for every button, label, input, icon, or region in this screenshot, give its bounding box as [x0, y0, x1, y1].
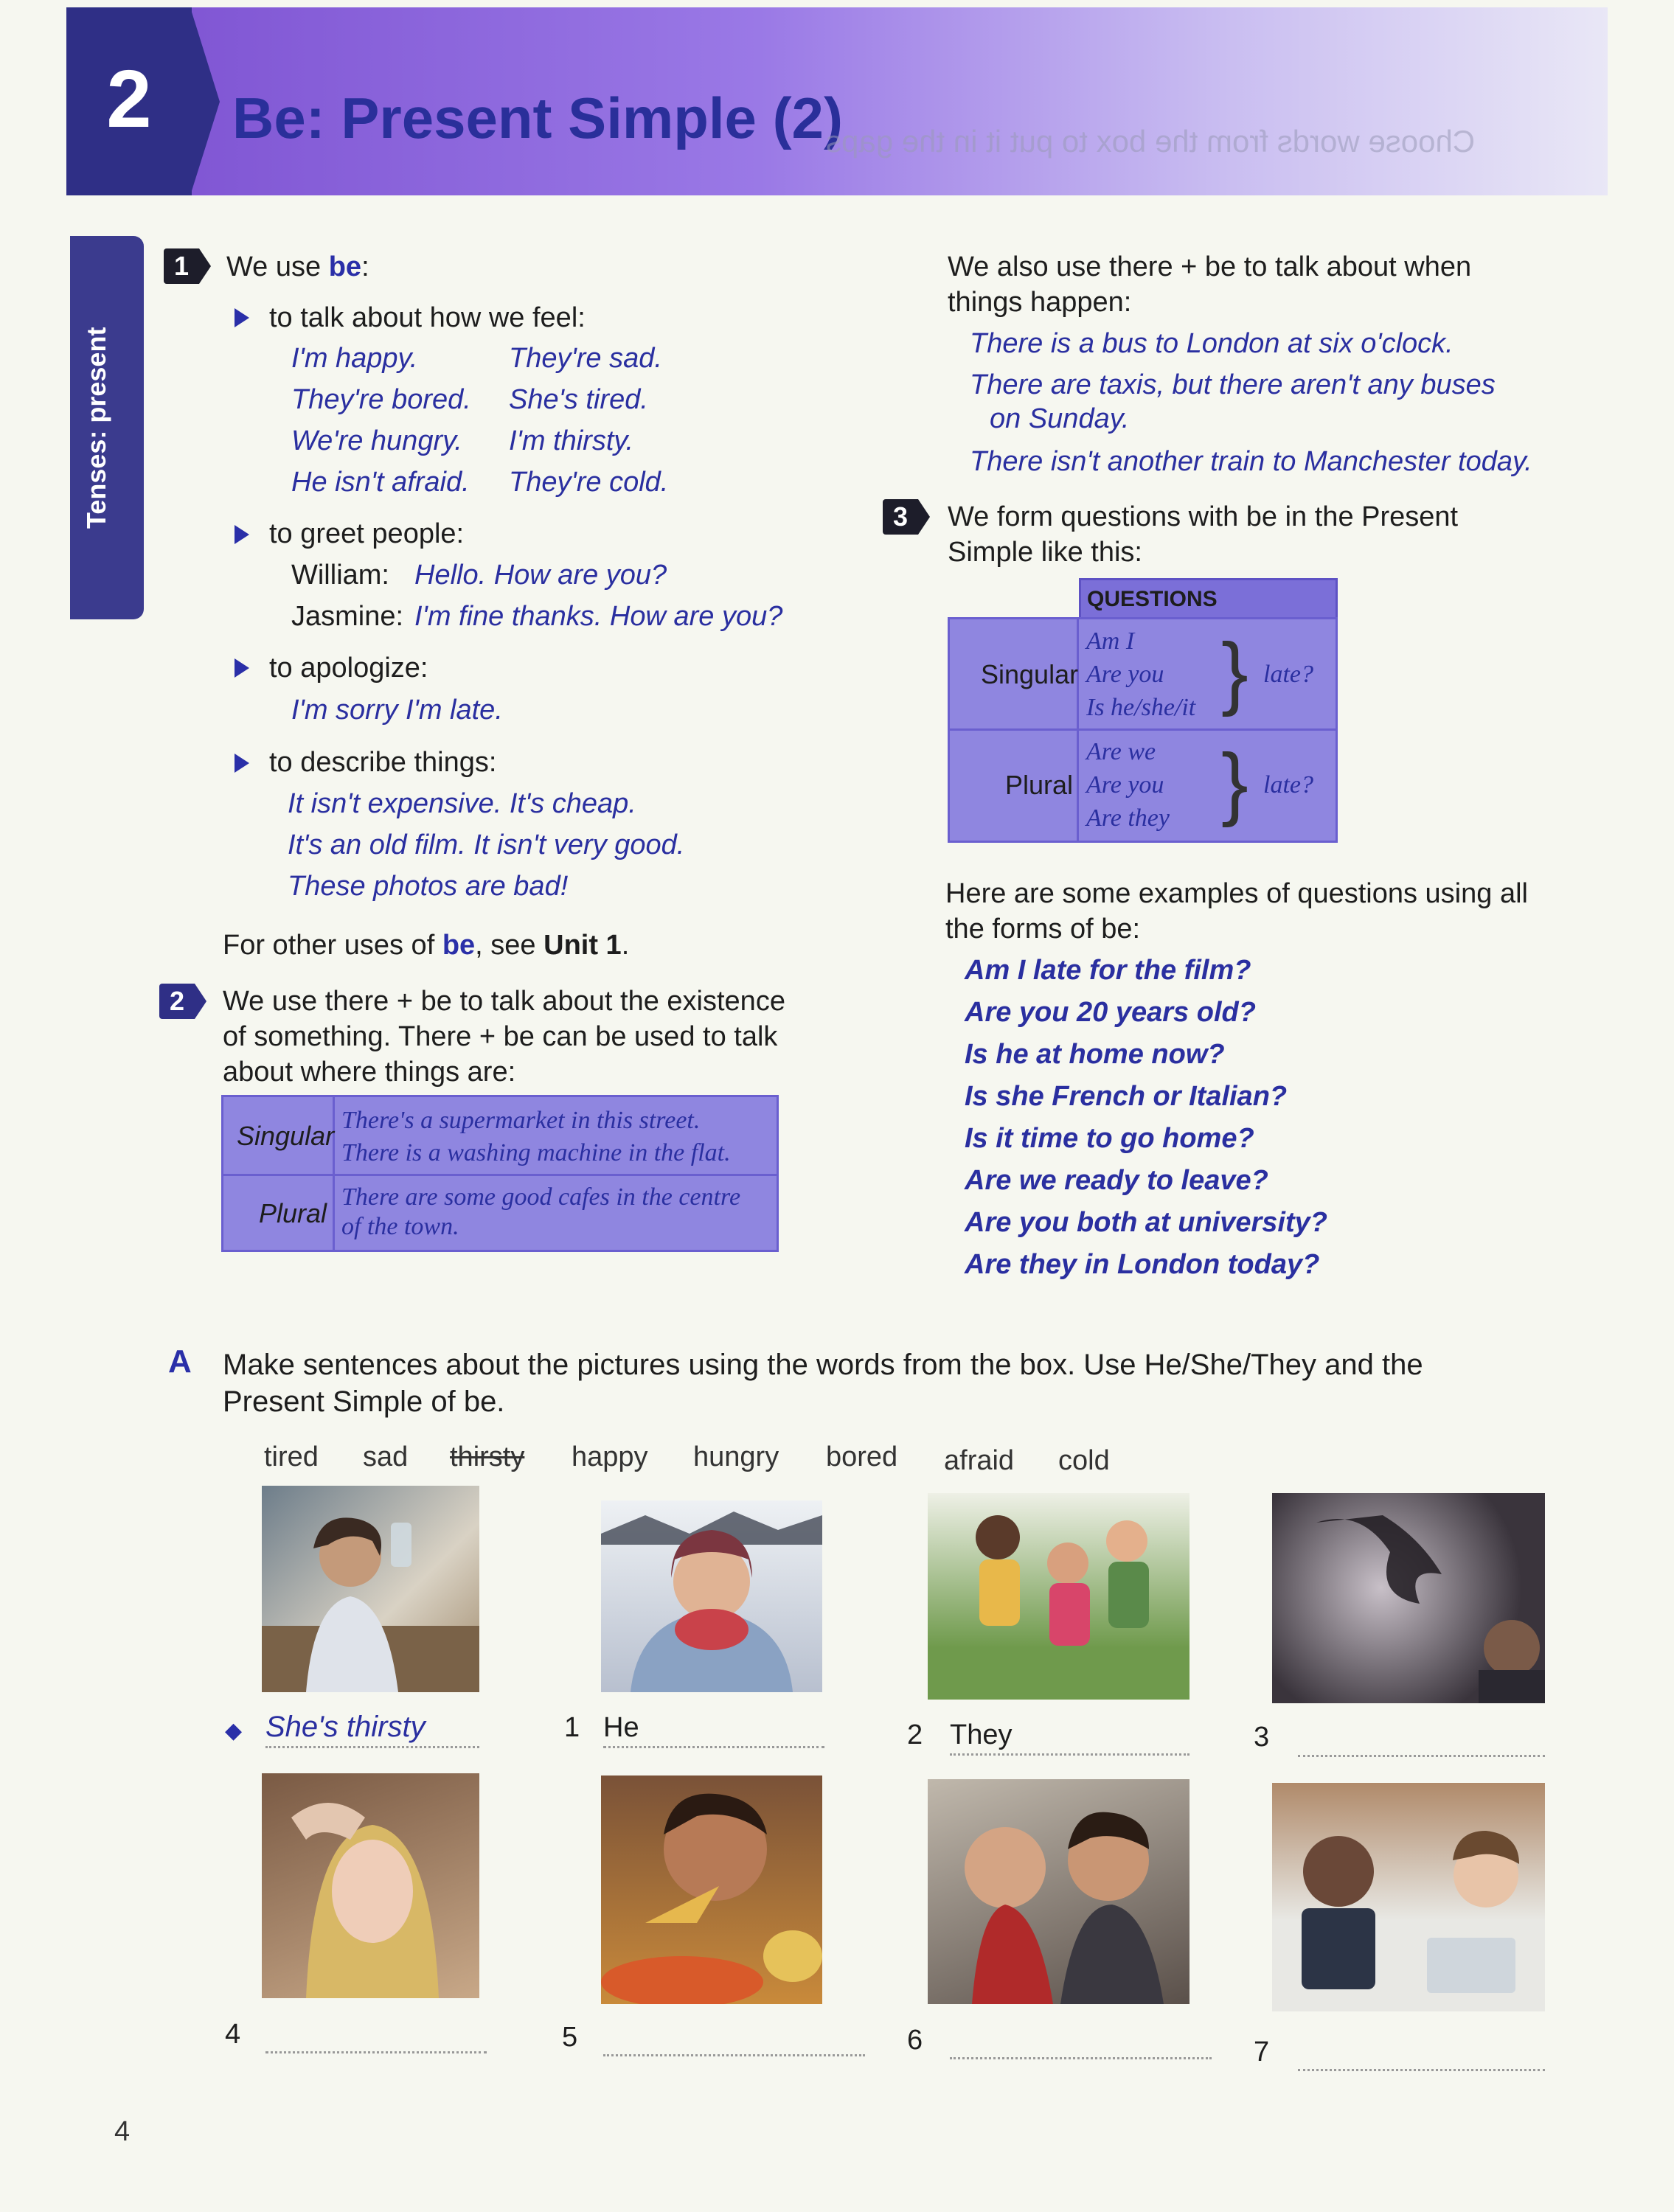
- intro-text: We use: [226, 251, 329, 282]
- greet-speaker-1: William:: [291, 560, 389, 591]
- show-through-text: Choose words from the box to put it in the gaps: [826, 124, 1476, 159]
- greet-heading: to greet people:: [269, 518, 465, 549]
- answer-line-example: [265, 1746, 479, 1748]
- feel-example-left-4: He isn't afraid.: [291, 467, 470, 498]
- unit-title: Be: Present Simple (2): [232, 86, 843, 150]
- apologize-example: I'm sorry I'm late.: [291, 695, 503, 726]
- section-3-line-1: We form questions with be in the Present: [948, 501, 1459, 532]
- word-thirsty: thirsty: [450, 1441, 525, 1472]
- table-divider: [950, 728, 1336, 731]
- unit-1-link[interactable]: Unit 1: [543, 930, 622, 961]
- word-bored: bored: [826, 1441, 898, 1472]
- men-tired-illustration: [928, 1779, 1189, 2004]
- intro-colon: :: [361, 251, 369, 282]
- q-plural-form-2: Are you: [1086, 771, 1164, 799]
- section-3-line-2: Simple like this:: [948, 537, 1142, 568]
- word-happy: happy: [572, 1441, 648, 1472]
- exercise-instruction-1: Make sentences about the pictures using the words from the box. Use He/She/They and the: [223, 1349, 1423, 1381]
- describe-heading: to describe things:: [269, 747, 497, 778]
- other-uses-text: For other uses of: [223, 930, 442, 961]
- answer-line-4[interactable]: [265, 2051, 487, 2053]
- item-1-start: He: [603, 1712, 639, 1743]
- feel-example-right-4: They're cold.: [509, 467, 669, 498]
- item-6-number: 6: [907, 2025, 923, 2056]
- feel-example-right-1: They're sad.: [509, 343, 662, 374]
- question-example-4: Is she French or Italian?: [965, 1081, 1288, 1112]
- bullet-arrow-icon: [235, 658, 249, 678]
- q-singular-form-1: Am I: [1086, 627, 1135, 655]
- unit-arrow: [190, 7, 220, 195]
- item-2-start: They: [950, 1719, 1013, 1750]
- item-5-number: 5: [562, 2022, 578, 2053]
- boy-eating-illustration: [601, 1775, 822, 2004]
- questions-table: [948, 617, 1338, 843]
- table-column-divider: [1077, 619, 1079, 841]
- exercise-letter: A: [168, 1343, 192, 1380]
- feel-example-left-3: We're hungry.: [291, 425, 462, 456]
- answer-line-3[interactable]: [1298, 1755, 1545, 1757]
- people-bored-illustration: [1272, 1783, 1545, 2011]
- describe-example-3: These photos are bad!: [288, 871, 569, 902]
- picture-girl-drinking: [262, 1486, 479, 1692]
- section-1-badge: 1: [164, 248, 199, 284]
- item-2-number: 2: [907, 1719, 923, 1750]
- boy-afraid-illustration: [1272, 1493, 1545, 1703]
- q-plural-form-1: Are we: [1086, 738, 1156, 765]
- examples-intro-2: the forms of be:: [945, 914, 1141, 945]
- section-3-badge: 3: [883, 499, 918, 535]
- question-example-7: Are you both at university?: [965, 1207, 1327, 1238]
- question-example-1: Am I late for the film?: [965, 955, 1251, 986]
- section-2-line-1: We use there + be to talk about the existence: [223, 986, 785, 1017]
- q-singular-form-3: Is he/she/it: [1086, 694, 1196, 721]
- apologize-heading: to apologize:: [269, 653, 428, 684]
- other-uses-be: be: [442, 930, 476, 961]
- item-7-number: 7: [1254, 2037, 1270, 2067]
- section-2-line-2: of something. There + be can be used to talk: [223, 1021, 778, 1052]
- word-hungry: hungry: [693, 1441, 779, 1472]
- answer-line-7[interactable]: [1298, 2069, 1545, 2071]
- answer-line-5[interactable]: [603, 2054, 865, 2056]
- answer-line-6[interactable]: [950, 2057, 1212, 2059]
- brace-icon: }: [1221, 627, 1248, 717]
- feel-example-left-1: I'm happy.: [291, 343, 418, 374]
- q-singular-label: Singular: [981, 659, 1079, 689]
- questions-header-cell: [1079, 578, 1338, 619]
- picture-boy-cold: [601, 1500, 822, 1692]
- describe-example-2: It's an old film. It isn't very good.: [288, 830, 685, 860]
- diamond-icon: ◆: [225, 1719, 243, 1743]
- greet-line-2: I'm fine thanks. How are you?: [414, 601, 783, 632]
- word-tired: tired: [264, 1441, 319, 1472]
- there-be-table: [221, 1095, 779, 1252]
- item-4-number: 4: [225, 2019, 241, 2050]
- picture-boy-afraid: [1272, 1493, 1545, 1703]
- picture-men-tired: [928, 1779, 1189, 2004]
- example-answer: She's thirsty: [265, 1711, 426, 1743]
- picture-people-bored: [1272, 1783, 1545, 2011]
- exercise-instruction-2: Present Simple of be.: [223, 1385, 505, 1418]
- page-number: 4: [114, 2116, 131, 2147]
- greet-line-1: Hello. How are you?: [414, 560, 667, 591]
- bullet-arrow-icon: [235, 754, 249, 773]
- table-divider: [223, 1174, 777, 1176]
- bullet-arrow-icon: [235, 525, 249, 544]
- woman-bored-illustration: [262, 1773, 479, 1998]
- question-example-8: Are they in London today?: [965, 1249, 1320, 1280]
- when-example-3: There isn't another train to Manchester today.: [970, 446, 1532, 477]
- side-tab-label: Tenses: present: [81, 327, 111, 529]
- q-plural-late: late?: [1263, 771, 1313, 799]
- word-box: [251, 1438, 1136, 1481]
- singular-example-1: There's a supermarket in this street.: [341, 1107, 701, 1134]
- feel-example-right-2: She's tired.: [509, 384, 648, 415]
- plural-label: Plural: [259, 1198, 327, 1228]
- q-singular-form-2: Are you: [1086, 661, 1164, 688]
- bullet-arrow-icon: [235, 308, 249, 327]
- when-example-2: There are taxis, but there aren't any buses: [970, 369, 1496, 400]
- answer-line-1[interactable]: [603, 1746, 824, 1748]
- boy-cold-illustration: [601, 1500, 822, 1692]
- examples-intro-1: Here are some examples of questions using all: [945, 878, 1528, 909]
- other-uses-note: [223, 928, 629, 963]
- singular-label: Singular: [237, 1121, 335, 1151]
- answer-line-2[interactable]: [950, 1753, 1189, 1756]
- question-example-6: Are we ready to leave?: [965, 1165, 1268, 1196]
- word-afraid: afraid: [944, 1445, 1015, 1476]
- picture-woman-bored: [262, 1773, 479, 1998]
- children-running-illustration: [928, 1493, 1189, 1700]
- item-3-number: 3: [1254, 1722, 1270, 1753]
- picture-children-running: [928, 1493, 1189, 1700]
- plural-example-1: There are some good cafes in the centre: [341, 1183, 741, 1211]
- feel-example-right-3: I'm thirsty.: [509, 425, 634, 456]
- word-sad: sad: [363, 1441, 409, 1472]
- other-uses-period: .: [621, 930, 630, 961]
- q-singular-late: late?: [1263, 661, 1313, 688]
- section-1-intro: [226, 249, 369, 285]
- when-example-2-cont: on Sunday.: [990, 403, 1130, 434]
- other-uses-see: , see: [475, 930, 544, 961]
- describe-example-1: It isn't expensive. It's cheap.: [288, 788, 636, 819]
- brace-icon: }: [1221, 737, 1248, 828]
- item-1-number: 1: [564, 1712, 580, 1743]
- greet-speaker-2: Jasmine:: [291, 601, 404, 632]
- also-use-line-2: things happen:: [948, 287, 1132, 318]
- q-plural-label: Plural: [1005, 770, 1074, 800]
- word-cold: cold: [1058, 1445, 1110, 1476]
- unit-number: 2: [106, 54, 152, 145]
- feel-heading: to talk about how we feel:: [269, 302, 586, 333]
- questions-header: QUESTIONS: [1087, 587, 1218, 611]
- section-2-badge: 2: [159, 984, 195, 1019]
- feel-example-left-2: They're bored.: [291, 384, 471, 415]
- question-example-3: Is he at home now?: [965, 1039, 1225, 1070]
- question-example-5: Is it time to go home?: [965, 1123, 1254, 1154]
- singular-example-2: There is a washing machine in the flat.: [341, 1139, 731, 1166]
- girl-drinking-illustration: [262, 1486, 479, 1692]
- q-plural-form-3: Are they: [1086, 804, 1170, 832]
- picture-boy-eating: [601, 1775, 822, 2004]
- question-example-2: Are you 20 years old?: [965, 997, 1256, 1028]
- when-example-1: There is a bus to London at six o'clock.: [970, 328, 1454, 359]
- intro-be: be: [328, 251, 362, 282]
- section-2-line-3: about where things are:: [223, 1057, 516, 1088]
- plural-example-2: of the town.: [341, 1213, 459, 1240]
- also-use-line-1: We also use there + be to talk about when: [948, 251, 1472, 282]
